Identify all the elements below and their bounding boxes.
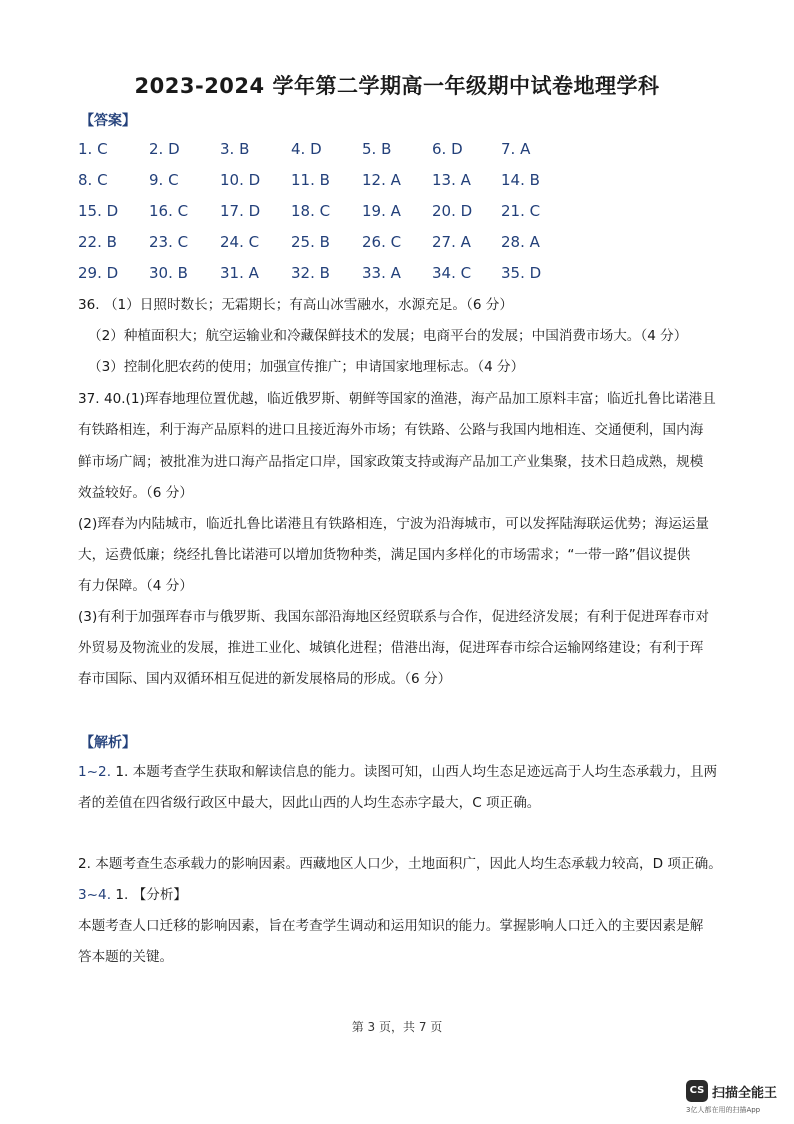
answer-row — [78, 171, 598, 202]
answer-row — [78, 202, 598, 233]
analysis-1-line-2: 者的差值在四省级行政区中最大，因此山西的人均生态赤字最大，C 项正确。 — [78, 795, 541, 811]
answer-item: 24. C — [220, 233, 260, 251]
answer-item: 16. C — [149, 202, 189, 220]
answer-item: 2. D — [149, 140, 180, 158]
q37-line: 效益较好。（6 分） — [78, 485, 193, 501]
answer-item: 23. C — [149, 233, 189, 251]
page-number: 第 3 页，共 7 页 — [351, 1020, 443, 1034]
q36-line-2: （2）种植面积大；航空运输业和冷藏保鲜技术的发展；电商平台的发展；中国消费市场大。（4 分） — [88, 328, 688, 344]
q37-line: (3)有利于加强珲春市与俄罗斯、我国东部沿海地区经贸联系与合作，促进经济发展；有利于促进珲春市对 — [78, 609, 709, 625]
answer-item: 15. D — [78, 202, 119, 220]
analysis-3-line-2: 答本题的关键。 — [78, 949, 174, 965]
analysis-1-prefix: 1~2. — [78, 764, 112, 780]
answer-item: 12. A — [362, 171, 401, 189]
answer-item: 34. C — [432, 264, 472, 282]
answer-item: 25. B — [291, 233, 330, 251]
answer-item: 7. A — [501, 140, 531, 158]
answer-item: 5. B — [362, 140, 392, 158]
answer-item: 21. C — [501, 202, 541, 220]
answer-grid — [78, 140, 598, 295]
answer-item: 26. C — [362, 233, 402, 251]
answer-row — [78, 140, 598, 171]
answer-item: 14. B — [501, 171, 540, 189]
answer-item: 8. C — [78, 171, 108, 189]
analysis-3-prefix: 3~4. — [78, 887, 112, 903]
analysis-3-line-1: 本题考查人口迁移的影响因素，旨在考查学生调动和运用知识的能力。掌握影响人口迁入的主要因素是解 — [78, 918, 704, 934]
q37-line: 鲜市场广阔；被批准为进口海产品指定口岸，国家政策支持或海产品加工产业集聚，技术日趋成熟，规模 — [78, 454, 704, 470]
analysis-heading: 【解析】 — [80, 735, 136, 751]
q36-line-1: 36. （1）日照时数长；无霜期长；有高山冰雪融水，水源充足。（6 分） — [78, 297, 513, 313]
answer-item: 35. D — [501, 264, 542, 282]
answer-row — [78, 233, 598, 264]
q37-line: 有力保障。（4 分） — [78, 578, 193, 594]
watermark-tagline: 3亿人都在用的扫描App — [686, 1106, 761, 1114]
answer-item: 17. D — [220, 202, 261, 220]
q37-line: 外贸易及物流业的发展，推进工业化、城镇化进程；借港出海，促进珲春市综合运输网络建设；有利于珲 — [78, 640, 704, 656]
q37-line: 37. 40.(1)珲春地理位置优越，临近俄罗斯、朝鲜等国家的渔港，海产品加工原料丰富；临近扎鲁比诺港且 — [78, 391, 716, 407]
answer-item: 19. A — [362, 202, 401, 220]
q37-line: 有铁路相连，利于海产品原料的进口且接近海外市场；有铁路、公路与我国内地相连、交通便利，国内海 — [78, 422, 704, 438]
answer-item: 18. C — [291, 202, 331, 220]
answer-item: 1. C — [78, 140, 108, 158]
answer-heading: 【答案】 — [80, 113, 136, 129]
analysis-2: 2. 本题考查生态承载力的影响因素。西藏地区人口少，土地面积广，因此人均生态承载力较高，D 项正确。 — [78, 856, 722, 872]
answer-item: 6. D — [432, 140, 463, 158]
answer-item: 20. D — [432, 202, 473, 220]
watermark-name: 扫描全能王 — [712, 1086, 778, 1101]
answer-item: 9. C — [149, 171, 179, 189]
analysis-1-text: 1. 本题考查学生获取和解读信息的能力。读图可知，山西人均生态足迹远高于人均生态承载力，且两 — [111, 764, 718, 780]
analysis-1-line-1 — [78, 757, 728, 788]
answer-item: 33. A — [362, 264, 401, 282]
answer-item: 30. B — [149, 264, 188, 282]
answer-item: 3. B — [220, 140, 250, 158]
answer-item: 11. B — [291, 171, 330, 189]
q37-line: 春市国际、国内双循环相互促进的新发展格局的形成。（6 分） — [78, 671, 452, 687]
q36-line-3: （3）控制化肥农药的使用；加强宣传推广；申请国家地理标志。（4 分） — [88, 359, 525, 375]
answer-item: 28. A — [501, 233, 540, 251]
analysis-3-head-text: 1. 【分析】 — [111, 887, 188, 903]
camscanner-logo-icon: CS — [686, 1080, 708, 1102]
scanner-watermark — [686, 1080, 786, 1116]
answer-item: 4. D — [291, 140, 322, 158]
answer-item: 27. A — [432, 233, 471, 251]
q37-line: (2)珲春为内陆城市，临近扎鲁比诺港且有铁路相连，宁波为沿海城市，可以发挥陆海联运优势；海运运量 — [78, 516, 709, 532]
analysis-3-head — [78, 880, 728, 911]
answer-item: 22. B — [78, 233, 117, 251]
answer-item: 13. A — [432, 171, 471, 189]
answer-item: 10. D — [220, 171, 261, 189]
answer-item: 29. D — [78, 264, 119, 282]
q37-line: 大，运费低廉；绕经扎鲁比诺港可以增加货物种类，满足国内多样化的市场需求；“一带一路”倡议提供 — [78, 547, 691, 563]
answer-item: 32. B — [291, 264, 330, 282]
answer-item: 31. A — [220, 264, 259, 282]
page-title: 2023-2024 学年第二学期高一年级期中试卷地理学科 — [134, 74, 660, 98]
